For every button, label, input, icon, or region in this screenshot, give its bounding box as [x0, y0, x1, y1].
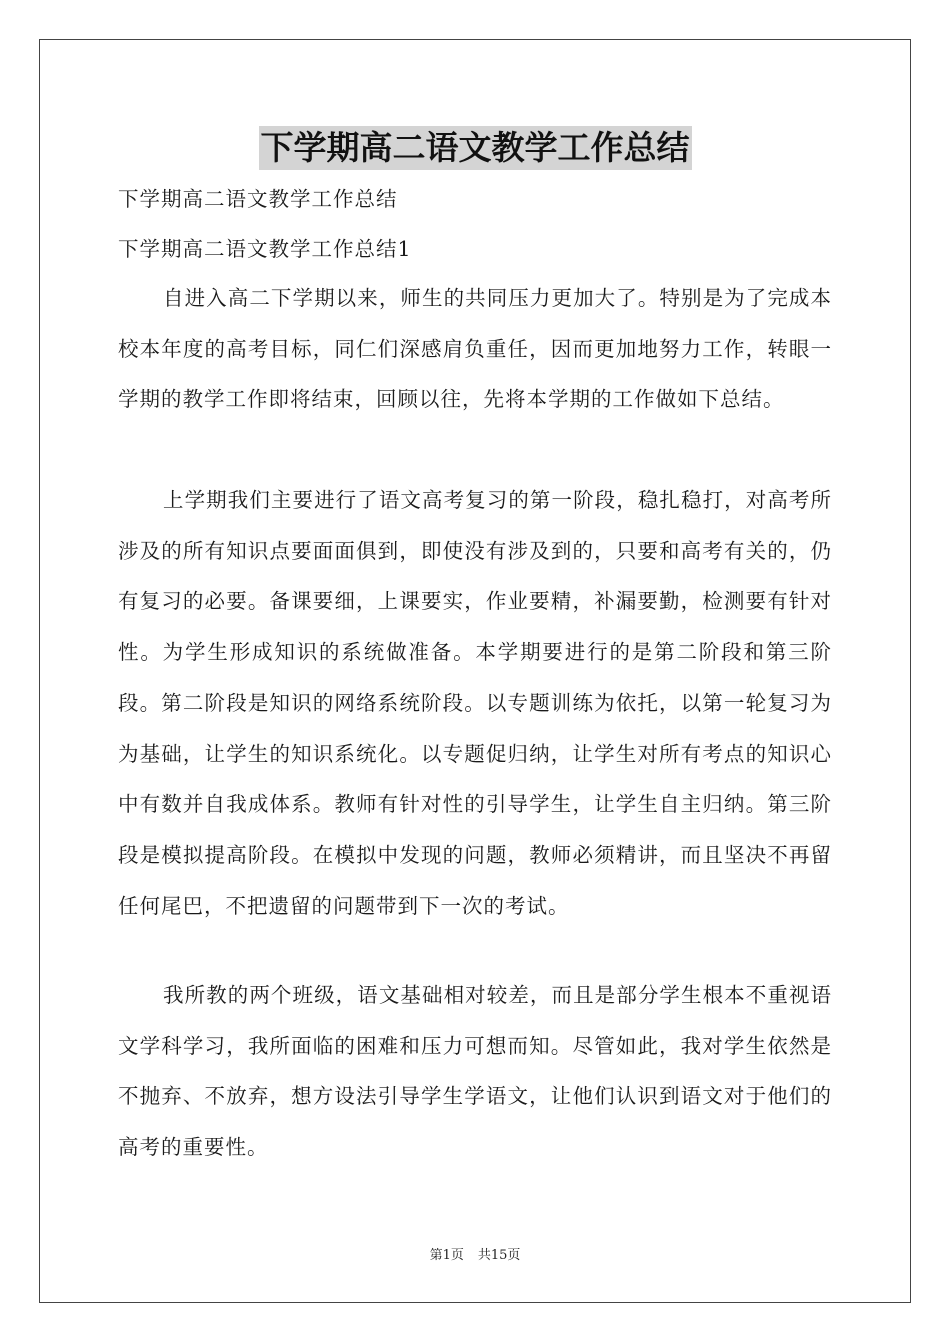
page-footer	[0, 1247, 950, 1265]
document-title: 下学期高二语文教学工作总结	[259, 126, 692, 170]
document-subtitle: 下学期高二语文教学工作总结	[118, 187, 398, 211]
page-number-total: 共15页	[477, 1248, 521, 1263]
paragraph-2: 上学期我们主要进行了语文高考复习的第一阶段，稳扎稳打，对高考所涉及的所有知识点要面面俱到，即使没有涉及到的，只要和高考有关的，仍有复习的必要。备课要细，上课要实，作业要精，补漏要勤，检测要有针对性。为学生形成知识的系统做准备。本学期要进行的是第二阶段和第三阶段。第二阶段是知识的网络系统阶段。以专题训练为依托，以第一轮复习为为基础，让学生的知识系统化。以专题促归纳，让学生对所有考点的知识心中有数并自我成体系。教师有针对性的引导学生，让学生自主归纳。第三阶段是模拟提高阶段。在模拟中发现的问题，教师必须精讲，而且坚决不再留任何尾巴，不把遗留的问题带到下一次的考试。	[118, 488, 832, 918]
title-container	[0, 126, 950, 170]
paragraph-3: 我所教的两个班级，语文基础相对较差，而且是部分学生根本不重视语文学科学习，我所面临的困难和压力可想而知。尽管如此，我对学生依然是不抛弃、不放弃，想方设法引导学生学语文，让他们认识到语文对于他们的高考的重要性。	[118, 983, 832, 1160]
section-heading: 下学期高二语文教学工作总结1	[118, 237, 412, 261]
page-number-current: 第1页	[429, 1248, 464, 1263]
paragraph-1: 自进入高二下学期以来，师生的共同压力更加大了。特别是为了完成本校本年度的高考目标，同仁们深感肩负重任，因而更加地努力工作，转眼一学期的教学工作即将结束，回顾以往，先将本学期的工作做如下总结。	[118, 286, 832, 412]
